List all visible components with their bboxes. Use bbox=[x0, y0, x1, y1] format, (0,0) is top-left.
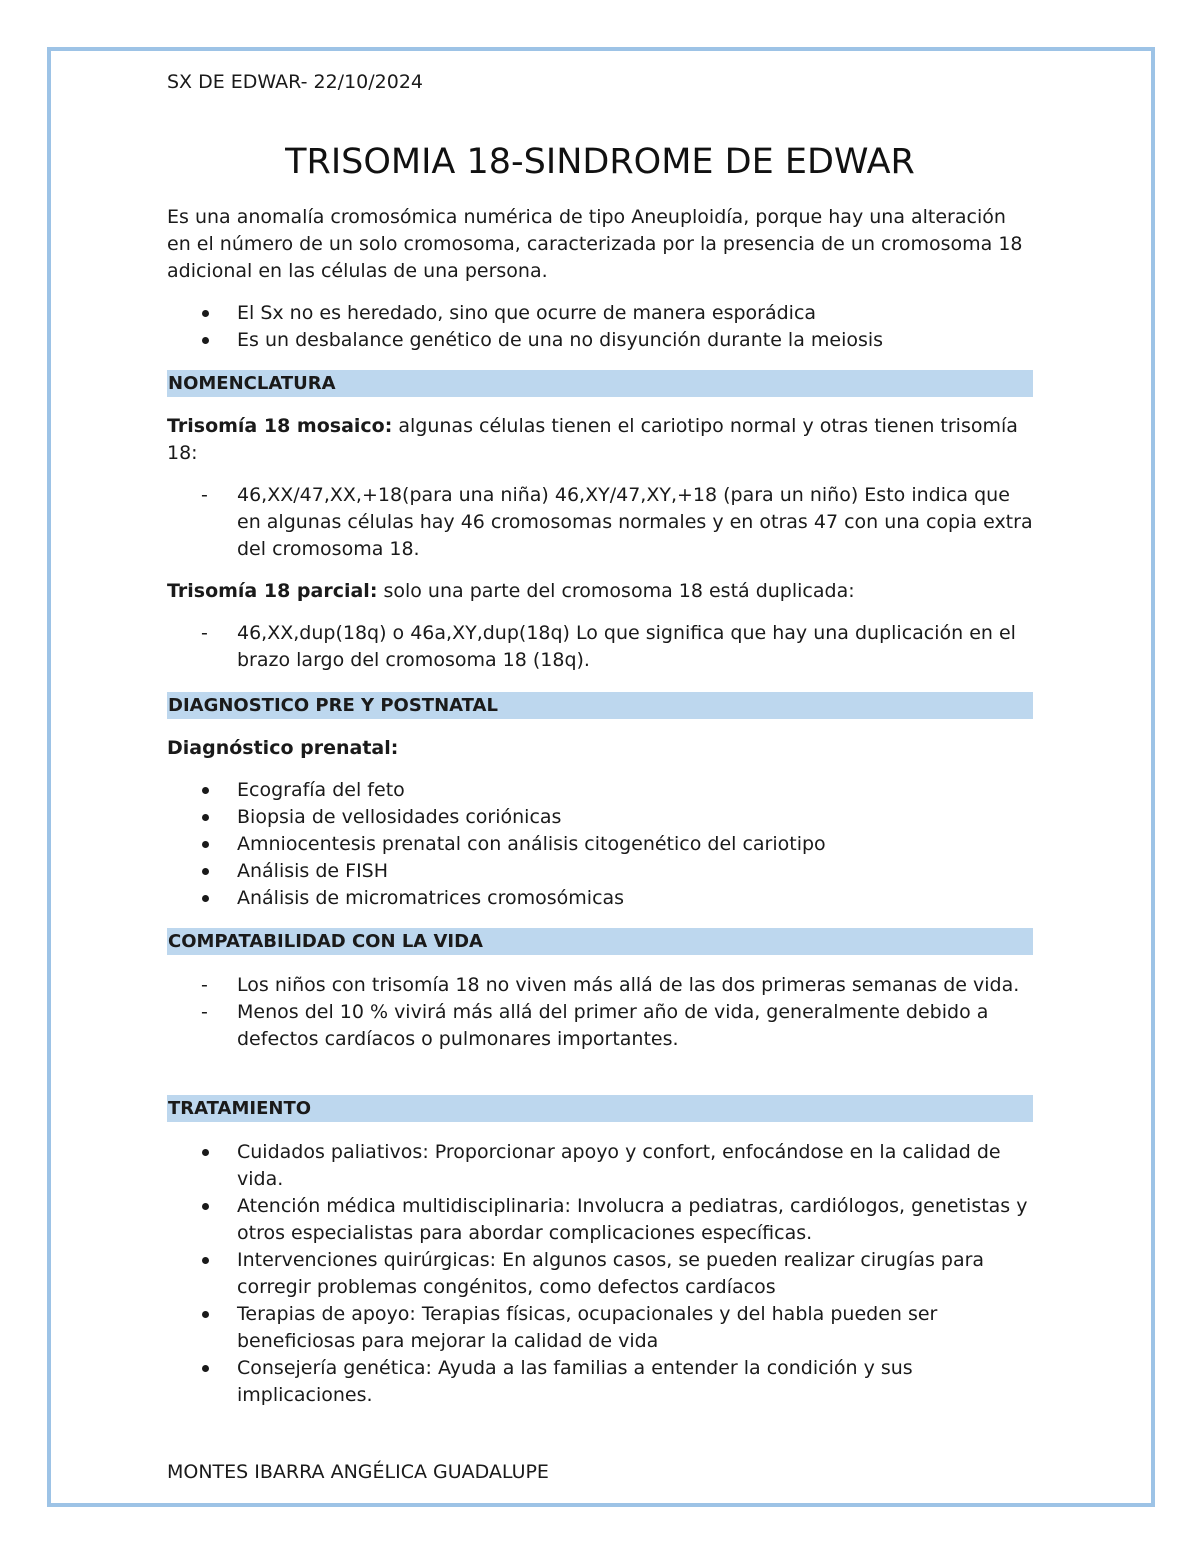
bullet-icon bbox=[202, 1365, 209, 1372]
mosaico-list bbox=[167, 482, 1033, 563]
diagnostico-list bbox=[167, 777, 1033, 912]
bullet-icon bbox=[202, 868, 209, 875]
section-heading-tratamiento: TRATAMIENTO bbox=[167, 1095, 1033, 1122]
bullet-icon bbox=[202, 337, 209, 344]
list-item: Atención médica multidisciplinaria: Involucra a pediatras, cardiólogos, genetistas y otros especialistas para abordar complicaciones específicas. bbox=[167, 1193, 1033, 1247]
bullet-icon bbox=[202, 1203, 209, 1210]
bullet-icon bbox=[202, 310, 209, 317]
intro-section bbox=[167, 204, 1033, 354]
nomenclatura-section bbox=[167, 413, 1033, 674]
list-item: Intervenciones quirúrgicas: En algunos casos, se pueden realizar cirugías para corregir problemas congénitos, como defectos cardíacos bbox=[167, 1247, 1033, 1301]
bullet-icon bbox=[202, 814, 209, 821]
list-item: Análisis de FISH bbox=[167, 858, 1033, 885]
list-item: Amniocentesis prenatal con análisis citogenético del cariotipo bbox=[167, 831, 1033, 858]
parcial-term: Trisomía 18 parcial: bbox=[167, 580, 378, 602]
bullet-icon bbox=[202, 1257, 209, 1264]
section-heading-nomenclatura: NOMENCLATURA bbox=[167, 370, 1033, 397]
section-heading-compatibilidad: COMPATABILIDAD CON LA VIDA bbox=[167, 928, 1033, 955]
mosaico-text: algunas células tienen el cariotipo normal y otras tienen trisomía 18: bbox=[167, 415, 1018, 464]
parcial-text: solo una parte del cromosoma 18 está duplicada: bbox=[377, 580, 855, 602]
list-item: Terapias de apoyo: Terapias físicas, ocupacionales y del habla pueden ser beneficiosas para mejorar la calidad de vida bbox=[167, 1301, 1033, 1355]
diagnostico-section bbox=[167, 735, 1033, 912]
mosaico-term: Trisomía 18 mosaico: bbox=[167, 415, 393, 437]
dash-icon: - bbox=[201, 1001, 208, 1023]
list-item: Análisis de micromatrices cromosómicas bbox=[167, 885, 1033, 912]
mosaico-paragraph bbox=[167, 413, 1033, 467]
list-item: Ecografía del feto bbox=[167, 777, 1033, 804]
tratamiento-list bbox=[167, 1139, 1033, 1409]
bullet-icon bbox=[202, 841, 209, 848]
parcial-paragraph bbox=[167, 578, 1033, 605]
parcial-list bbox=[167, 620, 1033, 674]
document-title: TRISOMIA 18-SINDROME DE EDWAR bbox=[285, 142, 915, 182]
document-header: SX DE EDWAR- 22/10/2024 bbox=[167, 71, 424, 93]
document-footer: MONTES IBARRA ANGÉLICA GUADALUPE bbox=[167, 1461, 549, 1483]
list-item: - 46,XX,dup(18q) o 46a,XY,dup(18q) Lo que significa que hay una duplicación en el brazo largo del cromosoma 18 (18q). bbox=[201, 622, 1016, 671]
dash-icon: - bbox=[201, 974, 208, 996]
list-item: Biopsia de vellosidades coriónicas bbox=[167, 804, 1033, 831]
dash-icon: - bbox=[201, 622, 208, 644]
intro-bullet-list bbox=[167, 300, 1033, 354]
bullet-icon bbox=[202, 787, 209, 794]
list-item: - Menos del 10 % vivirá más allá del primer año de vida, generalmente debido a defectos cardíacos o pulmonares importantes. bbox=[201, 1001, 989, 1050]
list-item: Consejería genética: Ayuda a las familias a entender la condición y sus implicaciones. bbox=[167, 1355, 1033, 1409]
dash-icon: - bbox=[201, 484, 208, 506]
compatibilidad-section bbox=[167, 972, 1033, 1053]
tratamiento-section bbox=[167, 1139, 1033, 1409]
bullet-icon bbox=[202, 1149, 209, 1156]
bullet-icon bbox=[202, 895, 209, 902]
list-item: Cuidados paliativos: Proporcionar apoyo y confort, enfocándose en la calidad de vida. bbox=[167, 1139, 1033, 1193]
list-item: - Los niños con trisomía 18 no viven más allá de las dos primeras semanas de vida. bbox=[167, 972, 1033, 999]
list-item: - 46,XX/47,XX,+18(para una niña) 46,XY/47,XY,+18 (para un niño) Esto indica que en algunas células hay 46 cromosomas normales y en otras 47 con una copia extra del cromosoma 18. bbox=[201, 484, 1033, 560]
section-heading-diagnostico: DIAGNOSTICO PRE Y POSTNATAL bbox=[167, 692, 1033, 719]
compatibilidad-list bbox=[167, 972, 1033, 1053]
bullet-icon bbox=[202, 1311, 209, 1318]
list-item: Es un desbalance genético de una no disyunción durante la meiosis bbox=[167, 327, 1033, 354]
list-item: El Sx no es heredado, sino que ocurre de manera esporádica bbox=[167, 300, 1033, 327]
intro-paragraph: Es una anomalía cromosómica numérica de tipo Aneuploidía, porque hay una alteración en el número de un solo cromosoma, caracterizada por la presencia de un cromosoma 18 adicional en las células de una persona. bbox=[167, 206, 1023, 282]
diagnostico-subheading: Diagnóstico prenatal: bbox=[167, 737, 399, 759]
